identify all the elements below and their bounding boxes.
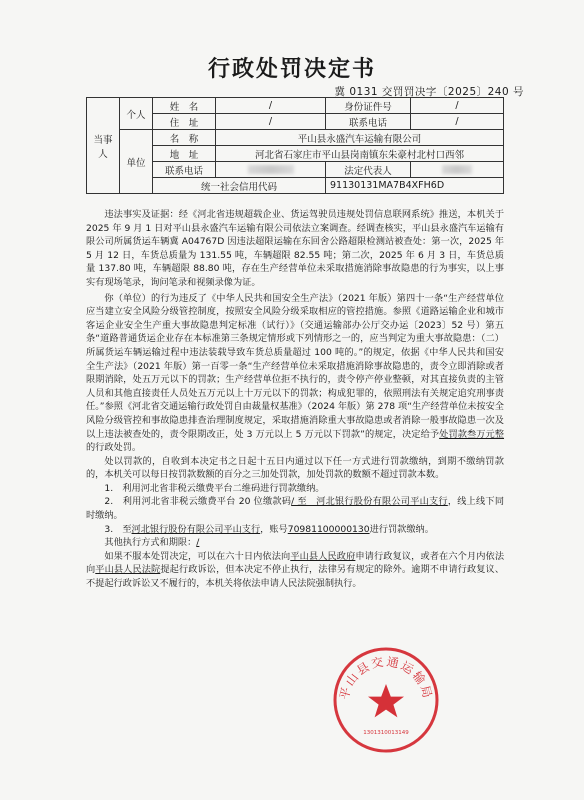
violation-tail: 的行政处罚。 (86, 442, 142, 454)
payment-method-3-e: 进行罚款缴纳。 (369, 523, 434, 535)
credit-code-label: 统一社会信用代码 (153, 178, 326, 194)
person-id-value: / (411, 98, 504, 114)
credit-code-value: 91130131MA7B4XFH6D (326, 178, 504, 194)
penalty-amount: 处罚款叁万元整 (439, 428, 505, 440)
facts-paragraph (86, 208, 504, 290)
appeal-c: 提起行政诉讼，但本决定不停止执行，法律另有规定的除外。逾期不申请行政复议、不提起行政诉讼又不履行的，本机关将依法申请人民法院强制执行。 (86, 564, 505, 590)
document-title: 行政处罚决定书 (207, 56, 376, 82)
appeal-government: 平山县人民政府 (290, 550, 356, 562)
other-methods (86, 536, 504, 550)
appeal-paragraph (86, 550, 504, 591)
appeal-a: 如果不服本处罚决定，可以在六十日内依法向 (104, 550, 291, 562)
person-label: 个人 (120, 98, 153, 130)
appeal-court: 平山县人民法院 (95, 564, 161, 576)
unit-phone-label: 联系电话 (153, 162, 216, 178)
unit-name-value: 平山县永盛汽车运输有限公司 (216, 130, 504, 146)
violation-paragraph (86, 292, 504, 455)
seal-code-text: 1301310013149 (363, 730, 409, 736)
person-name-value: / (216, 98, 326, 114)
unit-address-value: 河北省石家庄市平山县岗南镇东朱豪村北村口西邻 (216, 146, 504, 162)
appeal-b: 申请行政复议，或者在六个月内依法向 (86, 550, 505, 576)
party-info-table (86, 97, 504, 194)
person-address-value: / (216, 114, 326, 130)
person-name-label: 姓 名 (153, 98, 216, 114)
person-address-label: 住 址 (153, 114, 216, 130)
party-label: 当事人 (87, 98, 120, 194)
person-id-label: 身份证件号 (326, 98, 411, 114)
violation-text: 你（单位）的行为违反了《中华人民共和国安全生产法》（2021 年版）第四十一条“生产经营单位应当建立安全风险分级管控制度，按照安全风险分级采取相应的管控措施。参照《道路运输企业和城市客运企业安全生产重大事故隐患判定标准（试行）》（交通运输部办公厅交办运〔2023〕52 号）第五条“道路普通货运企业存在本标准第三条规定情形或下列情形之一的，应当判定为重大事故隐患：（二）所属货运车辆运输过程中违法装载导致车货总质量超过 100 吨的。”的规定，依据《中华人民共和国安全生产法》（2021 年版）第一百零一条“生产经营单位未采取措施消除事故隐患的，责令立即消除或者限期消除，处五万元以下的罚款；生产经营单位拒不执行的，责令停产停业整顿，对其直接负责的主管人员和其他直接责任人员处五万元以上十万元以下的罚款；构成犯罪的，依照刑法有关规定追究刑事责任。”参照《河北省交通运输行政处罚自由裁量权基准》（2024 年版）第 278 项“生产经营单位未按安全风险分级管控和事故隐患排查治理制度规定，采取措施消除重大事故隐患或者消除一般事故隐患一次及以上违法被查处的，责令限期改正，处 3 万元以上 5 万元以下罚款”的规定，决定给予 (86, 292, 504, 440)
document-number: 冀 0131 交罚罚决字〔2025〕240 号 (334, 86, 524, 98)
unit-label: 单位 (120, 130, 153, 194)
payment-method-2-a: 2. 利用河北省非税云缴费平台 20 位缴款码 (104, 496, 292, 508)
facts-text: 经《河北省违规超载企业、货运驾驶员违规处罚信息联网系统》推送，本机关于 2025 年 9 月 1 日对平山县永盛汽车运输有限公司依法立案调查。经调查核实，平山县永盛汽车运输有限公司所属货运车辆冀 A04767D 因违法超限运输在东回舍公路超限检测站被查处：第一次，2025 年 5 月 12 日，车货总质量为 131.55 吨，车辆超限 82.55 吨；第二次，2025 年 6 月 3 日，车货总质量 137.80 吨，车辆超限 88.80 吨，存在生产经营单位未采取措施消除事故隐患的行为事实，以上事实有现场笔录，询问笔录和视频录像为证。 (86, 209, 505, 288)
unit-phone-value (216, 162, 326, 178)
legal-rep-value (411, 162, 504, 178)
unit-address-label: 地 址 (153, 146, 216, 162)
document-body (86, 208, 504, 591)
payment-method-1: 1. 利用河北省非税云缴费平台二维码进行罚款缴纳。 (104, 482, 325, 494)
official-seal (332, 646, 440, 754)
legal-rep-label: 法定代表人 (326, 162, 411, 178)
payment-method-3 (86, 523, 504, 537)
payment-paragraph: 处以罚款的，自收到本决定书之日起十五日内通过以下任一方式进行罚款缴纳，到期不缴纳罚款的，本机关可以每日按罚款数额的百分之三加处罚款，加处罚款的数额不超过罚款本数。 (86, 455, 504, 481)
seal-org-text: 平山县交通运输局 (336, 654, 436, 702)
payment-method-2-c: ，线上线下同时缴纳。 (86, 496, 505, 522)
other-methods-label: 其他执行方式和期限： (104, 537, 197, 549)
redacted-legal-rep (442, 165, 472, 174)
redacted-phone (248, 165, 294, 174)
facts-lead: 违法事实及证据： (104, 209, 179, 220)
unit-name-label: 名 称 (153, 130, 216, 146)
payment-method-2 (86, 495, 504, 522)
payment-method-3-c: ，账号 (260, 523, 288, 535)
bank-account-number: 70981100000130 (287, 523, 370, 535)
payment-method-2-bank: / 至 河北银行股份有限公司平山支行 (291, 496, 448, 508)
person-phone-value: / (411, 114, 504, 130)
other-methods-value: / (196, 537, 200, 549)
person-phone-label: 联系电话 (326, 114, 411, 130)
seal-star-icon (368, 684, 404, 717)
payment-method-3-a: 3. 至 (104, 523, 132, 535)
payment-method-3-bank: 河北银行股份有限公司平山支行 (131, 523, 261, 535)
